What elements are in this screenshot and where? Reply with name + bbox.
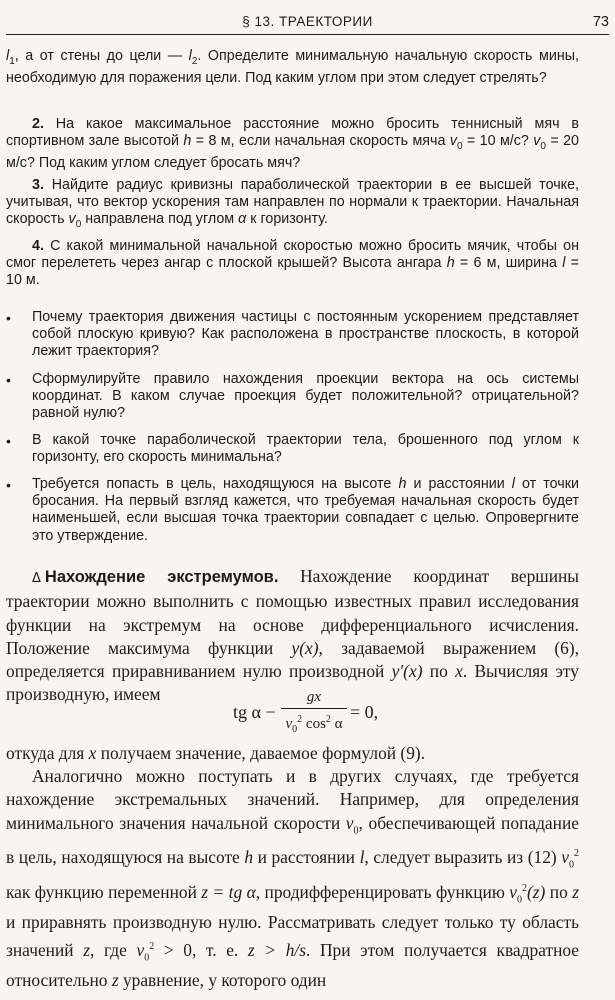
- question-2: • Сформулируйте правило нахождения проекции вектора на ось системы координат. В каком случае проекция будет положительной? отрицательной? равной нулю?: [6, 371, 579, 422]
- page-number: 73: [592, 14, 609, 30]
- bullet-icon: •: [6, 477, 11, 493]
- fraction: gx $v_0^2$ $\cos^2 \alpha$: [281, 688, 347, 739]
- problem-4: 4. С какой минимальной начальной скоростью можно бросить мячик, чтобы он смог перелететь через ангар с плоской крышей? Высота ангара h = 6 м, ширина l = 10 м.: [6, 238, 579, 289]
- problem-1-continuation: $l_1$, а от стены до цели — $l_2$. Определите минимальную начальную скорость мины, необходимую для поражения цели. Под каким углом при этом следует стрелять?: [6, 48, 579, 87]
- extremum-result: откуда для x получаем значение, даваемое формулой (9).: [6, 743, 426, 763]
- bullet-icon: •: [6, 433, 11, 449]
- bullet-icon: •: [6, 372, 11, 388]
- question-1: • Почему траектория движения частицы с постоянным ускорением представляет собой плоскую кривую? Как расположена в пространстве плоскость, в которой лежит траектория?: [6, 309, 579, 360]
- problem-3: 3. Найдите радиус кривизны параболической траектории в ее высшей точке, учитывая, что вектор ускорения там направлен по нормали к траектории. Начальная скорость $v_0$ направлена под углом α к горизонту.: [6, 177, 579, 231]
- section-title: § 13. ТРАЕКТОРИИ: [242, 14, 373, 29]
- fraction-bar: [281, 708, 347, 709]
- extremum-analogy: Аналогично можно поступать и в других случаях, где требуется нахождение экстремальных значений. Например, для определения минимального значения начальной скорости $v_0$, обеспечивающей попадание в цель, находящуюся на высоте h и расстоянии l, следует выразить из (12) $v_0^2$ как функцию переменной z = tg α, продифференцировать функцию $v_0^2(z)$ по z и приравнять производную нулю. Рассматривать следует только ту область значений z, где $v_0^2 > 0$, т. е. z > h/s. При этом получается квадратное относительно z уравнение, у которого один: [6, 766, 580, 991]
- triangle-marker-icon: Δ: [32, 571, 41, 586]
- extremum-section-intro: Δ Нахождение экстремумов. Нахождение координат вершины траектории можно выполнить с помощью известных правил исследования функции на экстремум на основе дифференциального исчисления. Положение максимума функции y(x), задаваемой выражением (6), определяется приравниванием нулю производной y′(x) по x. Вычисляя эту производную, имеем: [6, 566, 579, 705]
- problem-2: 2. На какое максимальное расстояние можно бросить теннисный мяч в спортивном зале высотой h = 8 м, если начальная скорость мяча $v_0 = 10$ м/с? $v_0 = 20$ м/с? Под каким углом следует бросать мяч?: [6, 116, 579, 172]
- running-header: [6, 12, 609, 35]
- section-heading: Нахождение экстремумов.: [44, 568, 279, 586]
- bullet-icon: •: [6, 310, 11, 326]
- derivative-formula: tg α − gx $v_0^2$ $\cos^2 \alpha$ = 0,: [0, 688, 615, 738]
- question-4: • Требуется попасть в цель, находящуюся на высоте h и расстоянии l от точки бросания. На первый взгляд кажется, что требуемая начальная скорость будет наименьшей, если высшая точка траектории совпадает с целью. Опровергните это утверждение.: [6, 476, 579, 544]
- question-3: • В какой точке параболической траектории тела, брошенного под углом к горизонту, его скорость минимальна?: [6, 432, 579, 466]
